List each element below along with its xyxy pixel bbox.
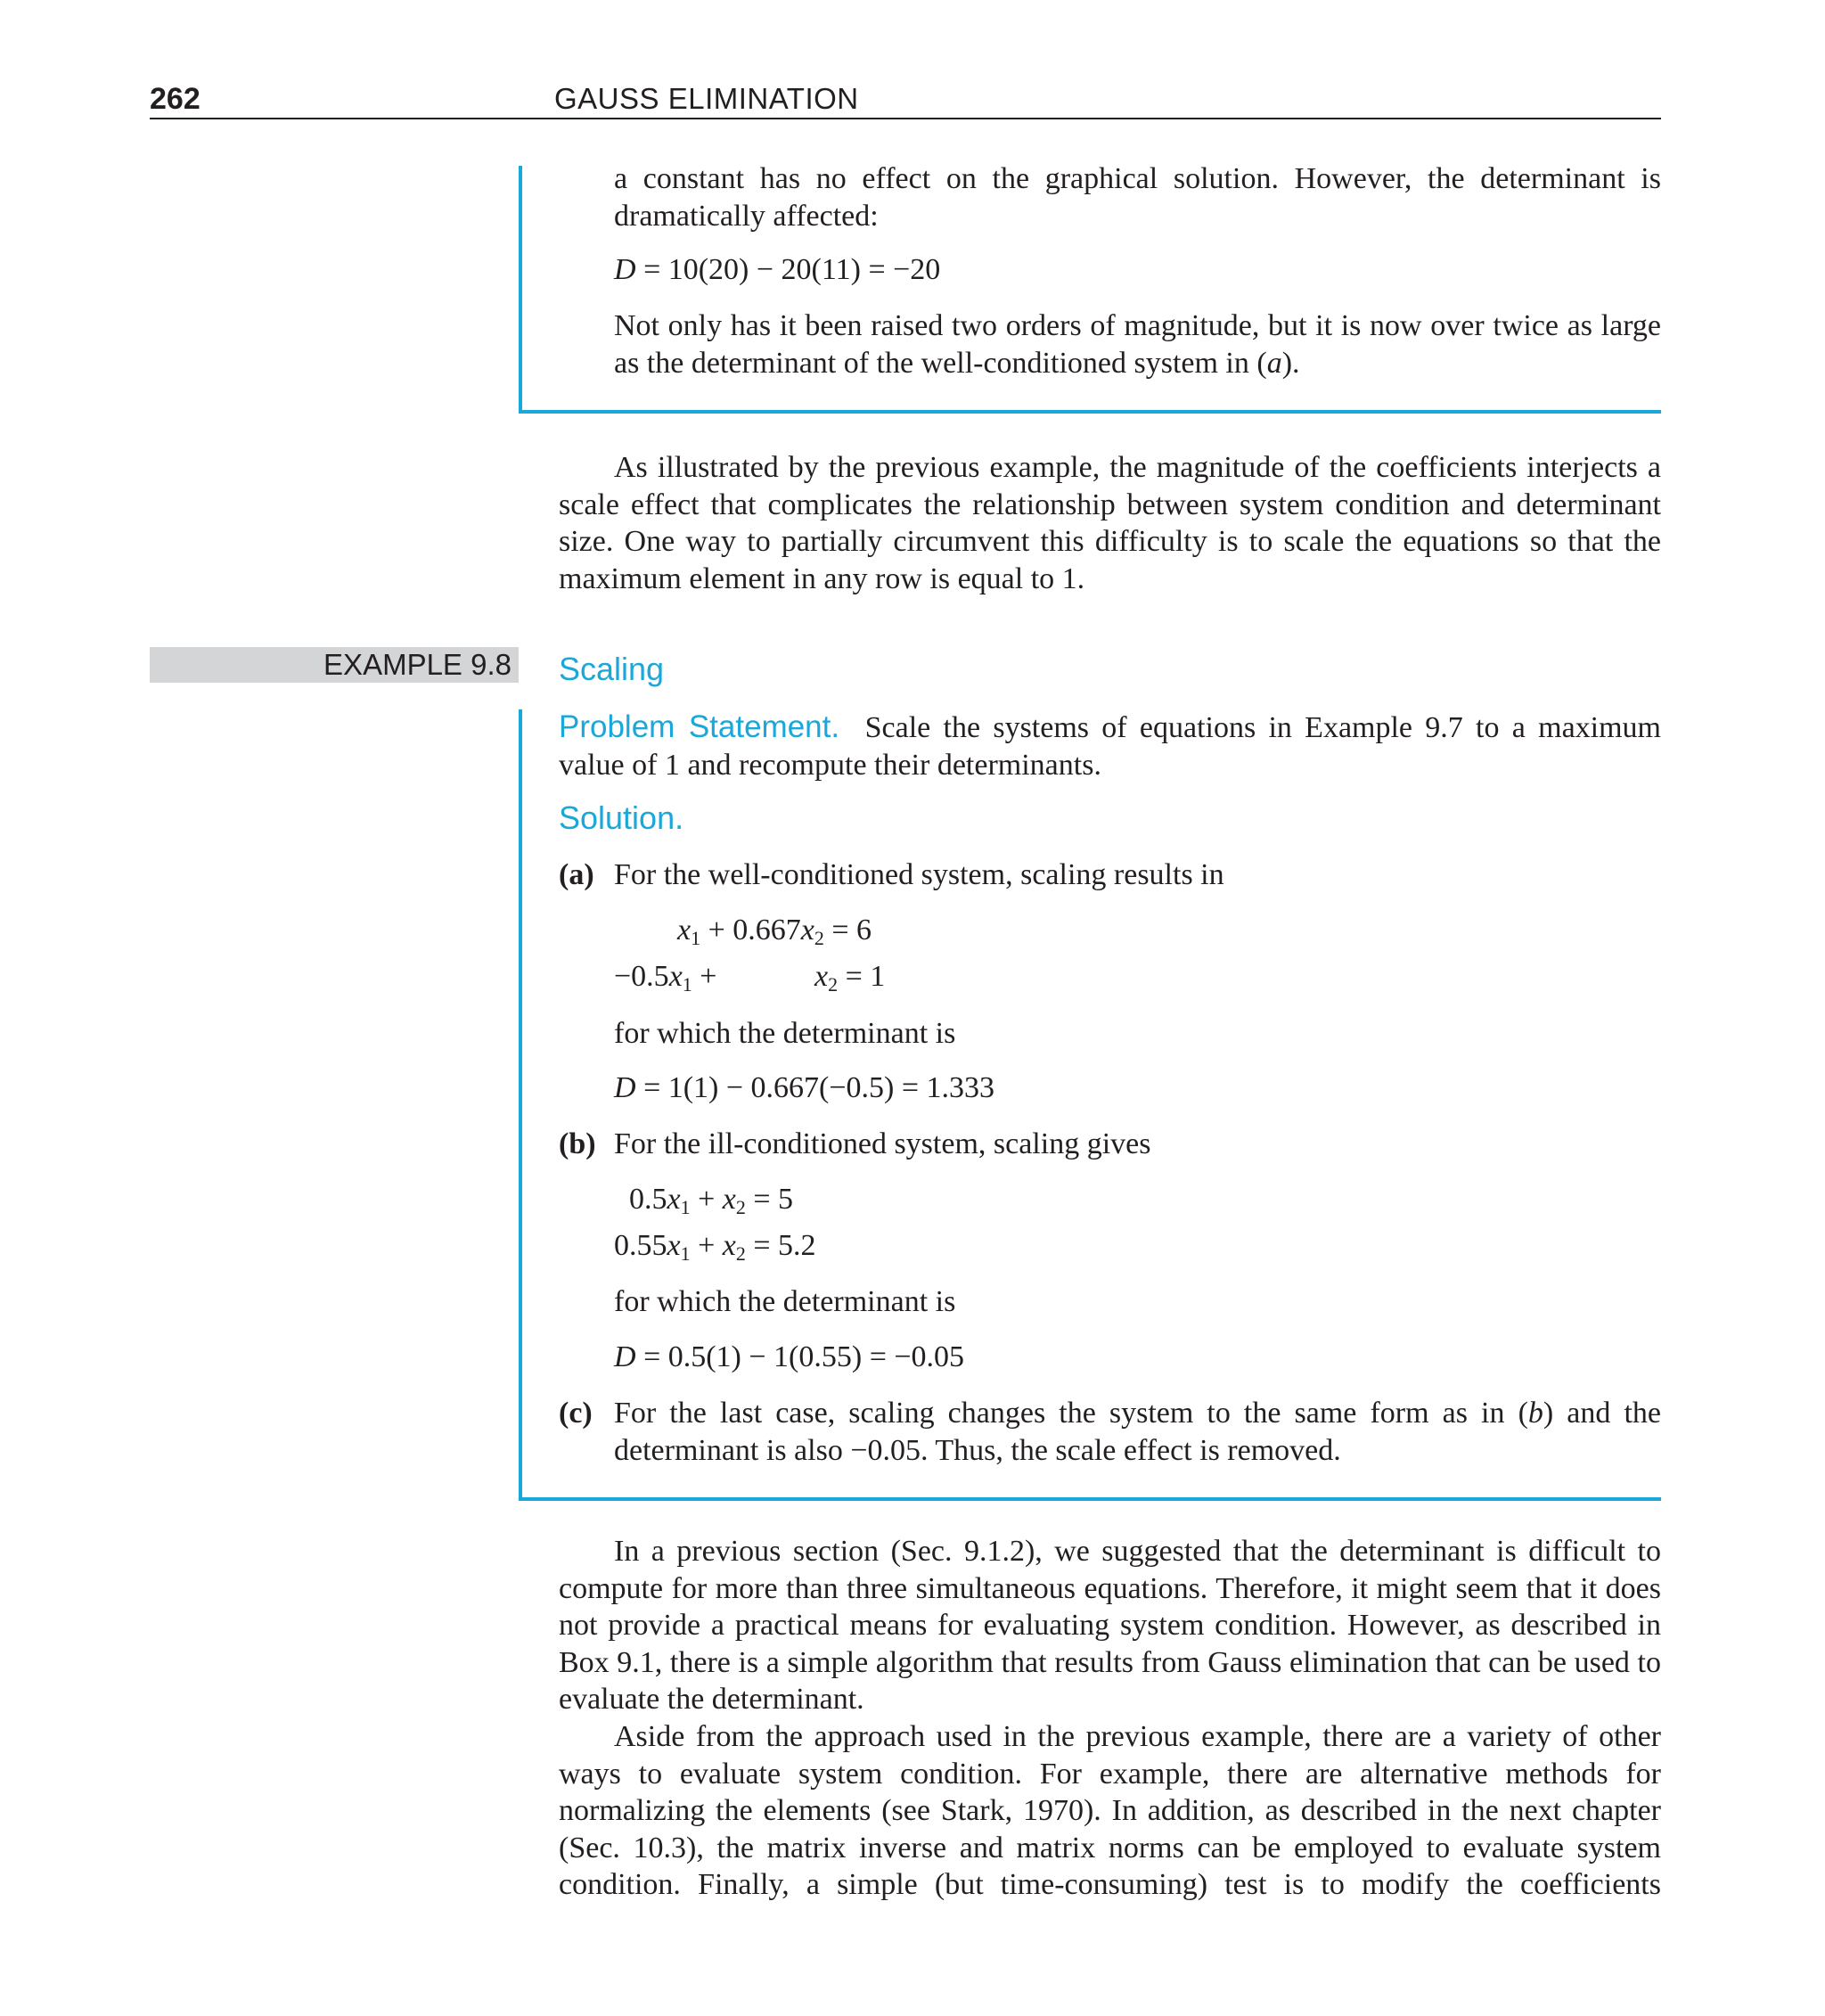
problem-statement	[559, 709, 1661, 783]
part-b-text: For the ill-conditioned system, scaling gives	[614, 1127, 1151, 1160]
part-b-determinant: D = 0.5(1) − 1(0.55) = −0.05	[614, 1340, 965, 1373]
part-a-equation-2-rhs: $x_2 = 1$	[814, 960, 886, 996]
part-b-determinant-intro: for which the determinant is	[614, 1285, 956, 1318]
body-paragraph-scale-effect: As illustrated by the previous example, the magnitude of the coefficients interjects a scale effect that complicates the relationship between system condition and determinant size. One way to partially circumvent this difficulty is to scale the equations so that the maximum element in any row is equal to 1.	[559, 451, 1661, 595]
prev-example-determinant-equation: D = 10(20) − 20(11) = −20	[614, 253, 941, 286]
solution-heading: Solution.	[559, 799, 684, 836]
part-a-marker: (a)	[559, 858, 594, 891]
part-a-determinant-intro: for which the determinant is	[614, 1017, 956, 1050]
body-paragraph-determinant: In a previous section (Sec. 9.1.2), we suggested that the determinant is difficult to compute for more than three simultaneous equations. Therefore, it might seem that it does not provide a practical means for evaluating system condition. However, as described in Box 9.1, there is a simple algorithm that results from Gauss elimination that can be used to evaluate the determinant.	[559, 1535, 1661, 1716]
part-c-text: For the last case, scaling changes the system to the same form as in (b) and the determinant is also −0.05. Thus, the scale effect is removed.	[614, 1397, 1661, 1467]
prev-example-paragraph: a constant has no effect on the graphical solution. However, the determinant is dramatically affected:	[614, 162, 1661, 233]
header-rule	[150, 118, 1661, 119]
part-b-equation-2: $0.55x_1 + x_2 = 5.2$	[614, 1229, 816, 1265]
part-a-equation-1: $x_1 + 0.667x_2 = 6$	[677, 914, 872, 949]
problem-statement-text: Scale the systems of equations in Example 9.7 to a maximum value of 1 and recompute their determinants.	[559, 711, 1662, 782]
running-head: GAUSS ELIMINATION	[554, 82, 859, 115]
part-a-determinant: D = 1(1) − 0.667(−0.5) = 1.333	[614, 1071, 995, 1104]
prev-example-left-bar	[519, 166, 522, 414]
part-a-equation-2: $-0.5x_1$ +	[614, 960, 717, 996]
example-title: Scaling	[559, 651, 665, 687]
page-number: 262	[150, 82, 201, 116]
part-c-marker: (c)	[559, 1397, 593, 1430]
prev-example-conclusion: Not only has it been raised two orders of magnitude, but it is now over twice as large as the determinant of the well-conditioned system in (a).	[614, 309, 1661, 380]
example-label: EXAMPLE 9.8	[323, 648, 511, 681]
problem-statement-heading: Problem Statement.	[559, 709, 840, 744]
part-a-text: For the well-conditioned system, scaling results in	[614, 858, 1224, 891]
example-left-bar	[519, 709, 522, 1501]
prev-example-bottom-bar	[519, 410, 1661, 414]
part-b-equation-1: $0.5x_1 + x_2 = 5$	[629, 1183, 794, 1218]
part-b-marker: (b)	[559, 1127, 596, 1160]
example-bottom-bar	[519, 1497, 1661, 1501]
body-paragraph-condition: Aside from the approach used in the previous example, there are a variety of other ways to evaluate system condition. For example, there are alternative methods for normalizing the elements (see Stark, 1970). In addition, as described in the next chapter (Sec. 10.3), the matrix inverse and matrix norms can be employed to evaluate system condition. Finally, a simple (but time-consuming) test is to modify the coefficients	[559, 1720, 1661, 1901]
